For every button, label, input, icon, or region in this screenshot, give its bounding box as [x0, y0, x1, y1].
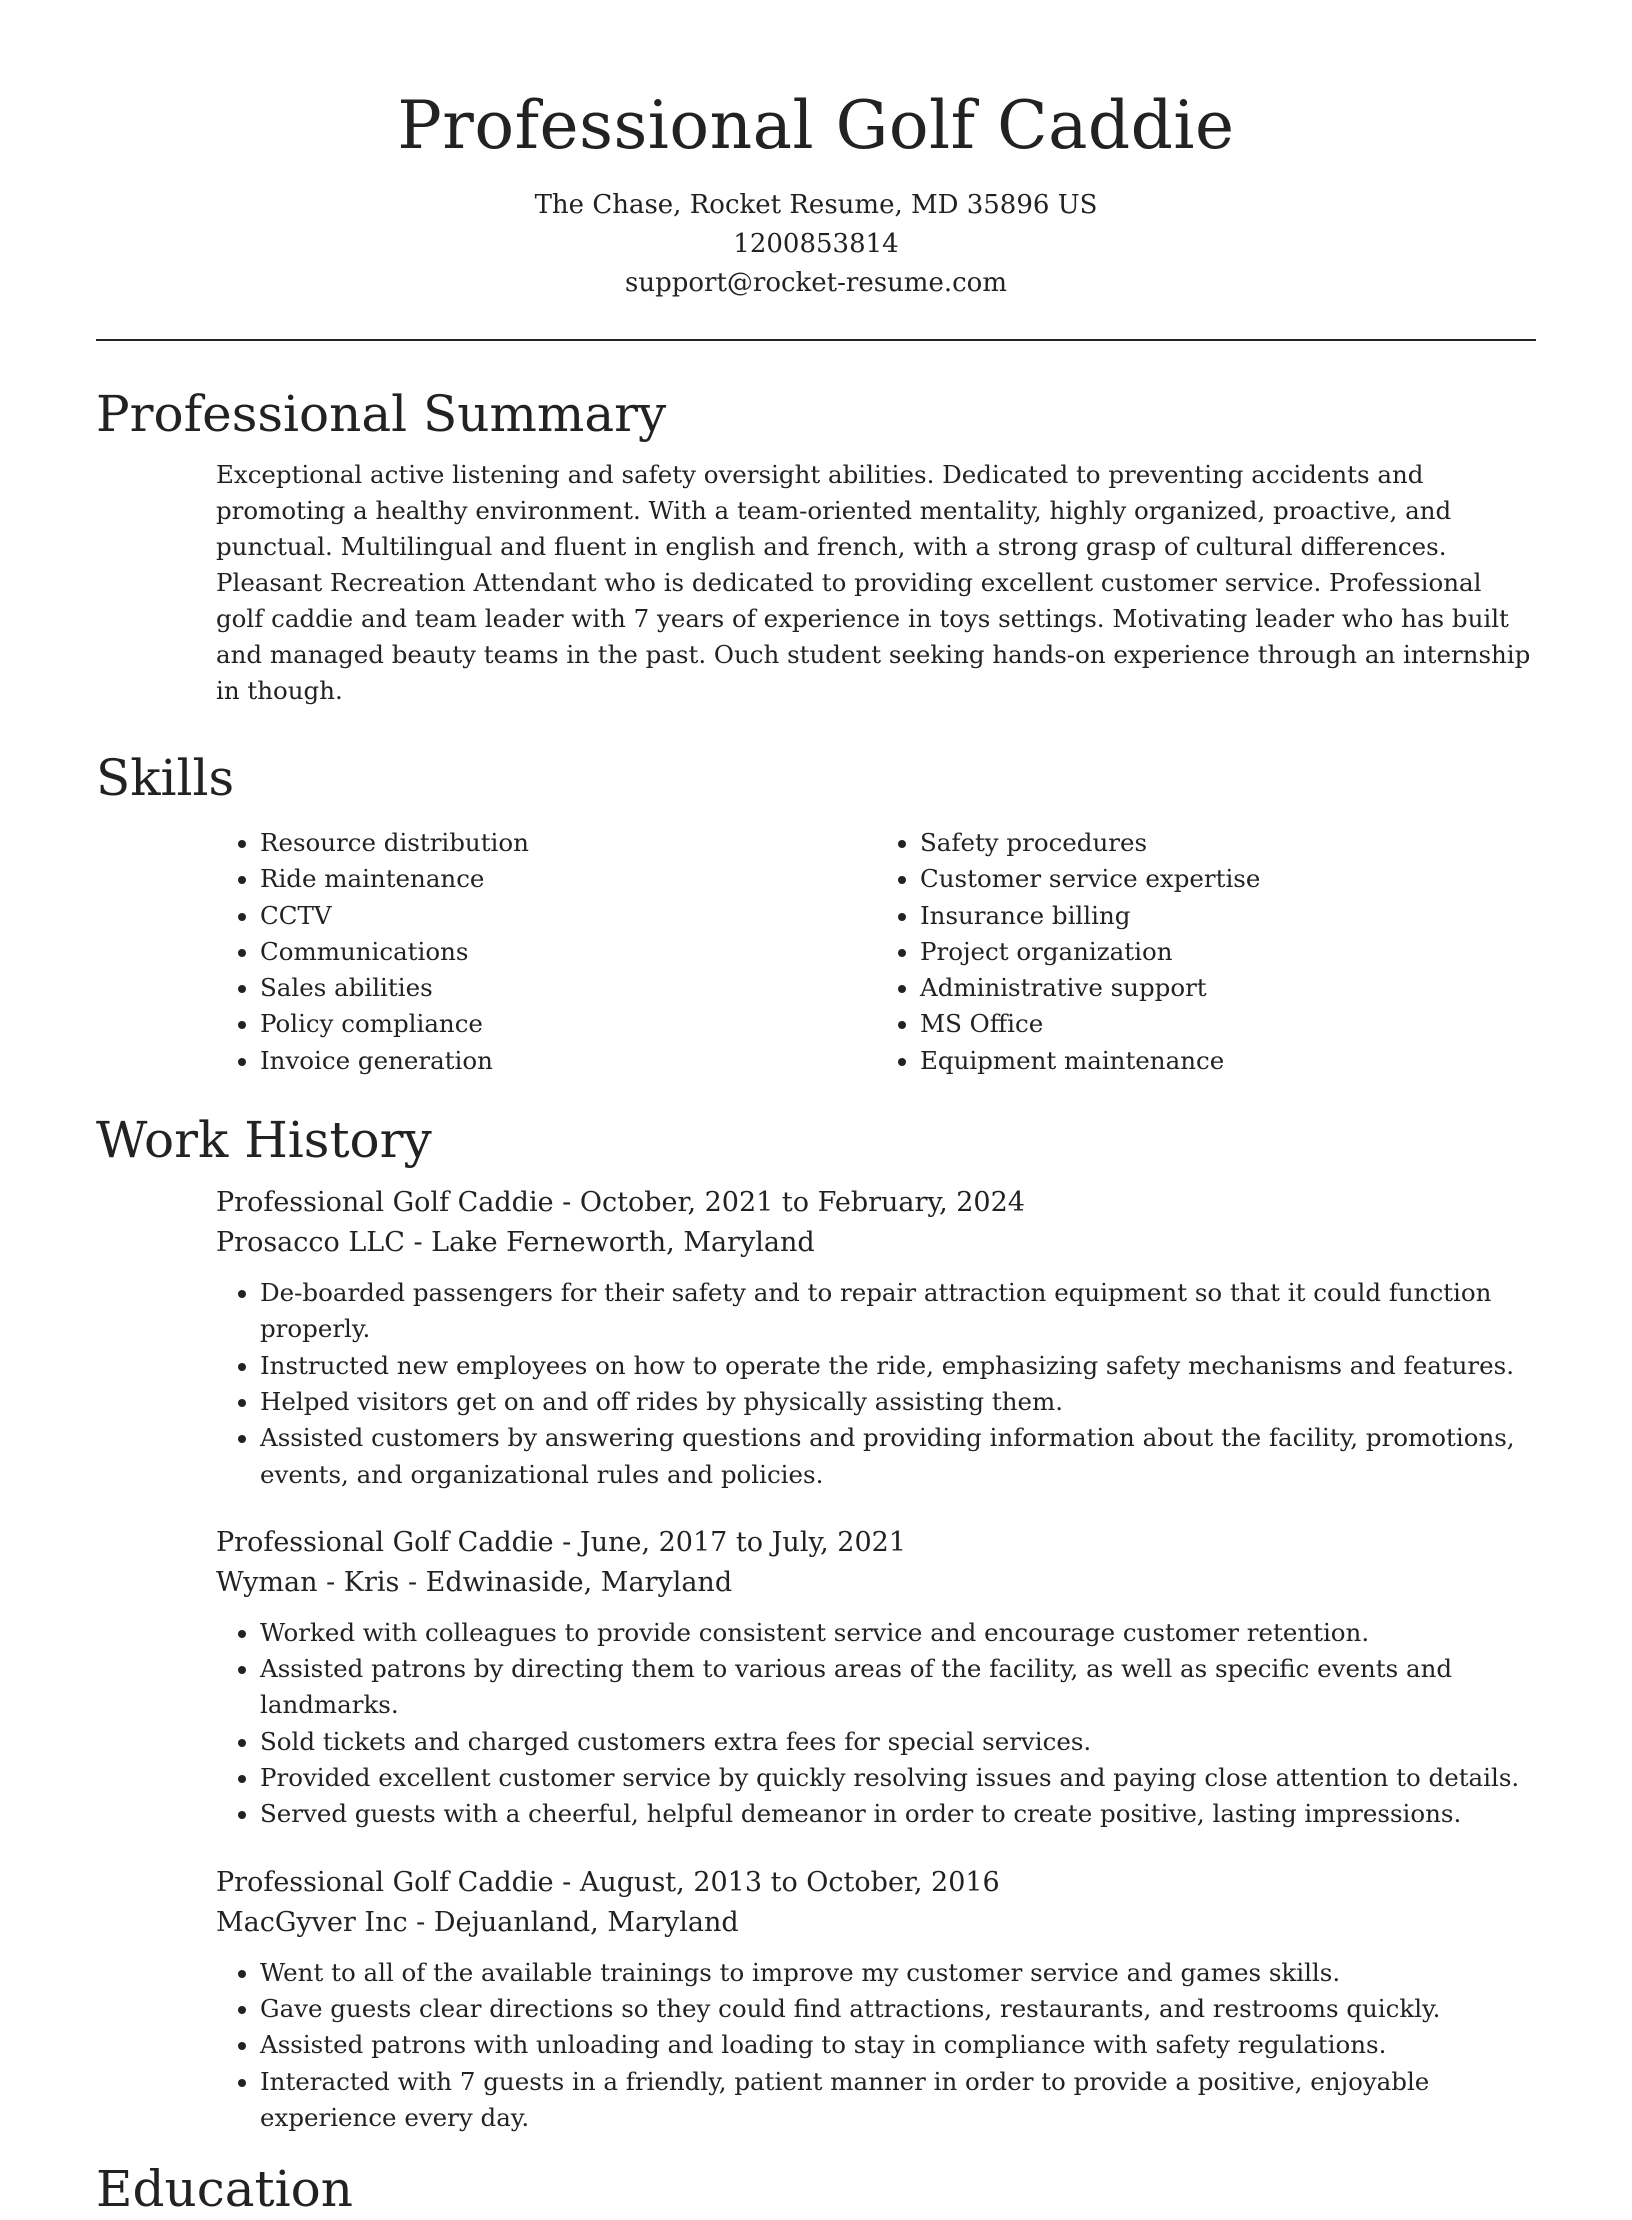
skill-item: • Insurance billing: [920, 898, 1536, 934]
job-employer: Wyman - Kris: [216, 1566, 400, 1598]
skills-heading: Skills: [96, 749, 235, 807]
job-duty: • Assisted customers by answering questions and providing information about the facility, promotions, events, and organizational rules and policies.: [260, 1420, 1536, 1493]
contact-info: [96, 186, 1536, 303]
job-title-line: [216, 1523, 1536, 1563]
job-title: Professional Golf Caddie: [216, 1526, 554, 1558]
job-duty: • Sold tickets and charged customers extra fees for special services.: [260, 1724, 1536, 1760]
job-location: - Dejuanland, Maryland: [407, 1906, 739, 1938]
job-title-line: [216, 1183, 1536, 1223]
summary-text: Exceptional active listening and safety oversight abilities. Dedicated to preventing accidents and promoting a healthy environment. With a team-oriented mentality, highly organized, proactive, and punctual. Multilingual and fluent in english and french, with a strong grasp of cultural differences. Pleasant Recreation Attendant who is dedicated to providing excellent customer service. Professional golf caddie and team leader with 7 years of experience in toys settings. Motivating leader who has built and managed beauty teams in the past. Ouch student seeking hands-on experience through an internship in though.: [216, 460, 1531, 705]
job-location: - Lake Ferneworth, Maryland: [404, 1227, 815, 1259]
work-history-heading: Work History: [96, 1111, 432, 1170]
work-history-list: [96, 1183, 1536, 2136]
job-entry: [216, 1183, 1536, 1493]
job-duty: • Gave guests clear directions so they could find attractions, restaurants, and restrooms quickly.: [260, 1991, 1536, 2027]
skill-item: • Sales abilities: [260, 970, 876, 1006]
email-address: support@rocket-resume.com: [624, 268, 1007, 298]
job-duty: • De-boarded passengers for their safety and to repair attraction equipment so that it could function properly.: [260, 1275, 1536, 1348]
resume-page: [96, 0, 1536, 2220]
job-employer-line: [216, 1563, 1536, 1603]
job-duties: [216, 1615, 1536, 1833]
job-dates: - October, 2021 to February, 2024: [553, 1187, 1025, 1219]
skill-item: • Equipment maintenance: [920, 1043, 1536, 1079]
phone-number: 1200853814: [733, 229, 899, 259]
job-duty: • Worked with colleagues to provide consistent service and encourage customer retention.: [260, 1615, 1536, 1651]
skill-item: • CCTV: [260, 898, 876, 934]
skill-item: • Ride maintenance: [260, 861, 876, 897]
header-divider: [96, 339, 1536, 341]
skill-item: • Administrative support: [920, 970, 1536, 1006]
job-duty: • Helped visitors get on and off rides by physically assisting them.: [260, 1384, 1536, 1420]
job-title: Professional Golf Caddie: [216, 1866, 554, 1898]
job-duties: [216, 1955, 1536, 2136]
skill-item: • Invoice generation: [260, 1043, 876, 1079]
job-employer-line: [216, 1223, 1536, 1263]
job-entry: [216, 1523, 1536, 1833]
job-duty: • Interacted with 7 guests in a friendly, patient manner in order to provide a positive, enjoyable experience every day.: [260, 2064, 1536, 2137]
job-dates: - June, 2017 to July, 2021: [553, 1526, 907, 1558]
skill-item: • Resource distribution: [260, 825, 876, 861]
job-duty: • Instructed new employees on how to operate the ride, emphasizing safety mechanisms and features.: [260, 1348, 1536, 1384]
skills-column-right: [876, 825, 1536, 1079]
job-title: Professional Golf Caddie: [216, 1187, 554, 1219]
skill-item: • MS Office: [920, 1006, 1536, 1042]
skill-item: • Policy compliance: [260, 1006, 876, 1042]
resume-header: [96, 0, 1536, 303]
job-duty: • Assisted patrons with unloading and loading to stay in compliance with safety regulations.: [260, 2027, 1536, 2063]
job-employer: MacGyver Inc: [216, 1906, 408, 1938]
skill-item: • Project organization: [920, 934, 1536, 970]
job-dates: - August, 2013 to October, 2016: [553, 1866, 1000, 1898]
job-title-line: [216, 1863, 1536, 1903]
job-employer: Prosacco LLC: [216, 1227, 405, 1259]
job-duties: [216, 1275, 1536, 1493]
education-heading: Education: [96, 2160, 353, 2219]
job-duty: • Assisted patrons by directing them to various areas of the facility, as well as specific events and landmarks.: [260, 1651, 1536, 1724]
skill-item: • Communications: [260, 934, 876, 970]
skills-column-left: [216, 825, 876, 1079]
candidate-name: Professional Golf Caddie: [397, 87, 1235, 164]
skill-item: • Customer service expertise: [920, 861, 1536, 897]
summary-heading: Professional Summary: [96, 385, 667, 443]
job-duty: • Served guests with a cheerful, helpful demeanor in order to create positive, lasting impressions.: [260, 1796, 1536, 1832]
job-entry: [216, 1863, 1536, 2136]
job-duty: • Went to all of the available trainings to improve my customer service and games skills.: [260, 1955, 1536, 1991]
job-duty: • Provided excellent customer service by quickly resolving issues and paying close attention to details.: [260, 1760, 1536, 1796]
job-employer-line: [216, 1903, 1536, 1943]
address: The Chase, Rocket Resume, MD 35896 US: [534, 190, 1098, 220]
job-location: - Edwinaside, Maryland: [399, 1566, 733, 1598]
skills-list: [216, 825, 1536, 1079]
skill-item: • Safety procedures: [920, 825, 1536, 861]
